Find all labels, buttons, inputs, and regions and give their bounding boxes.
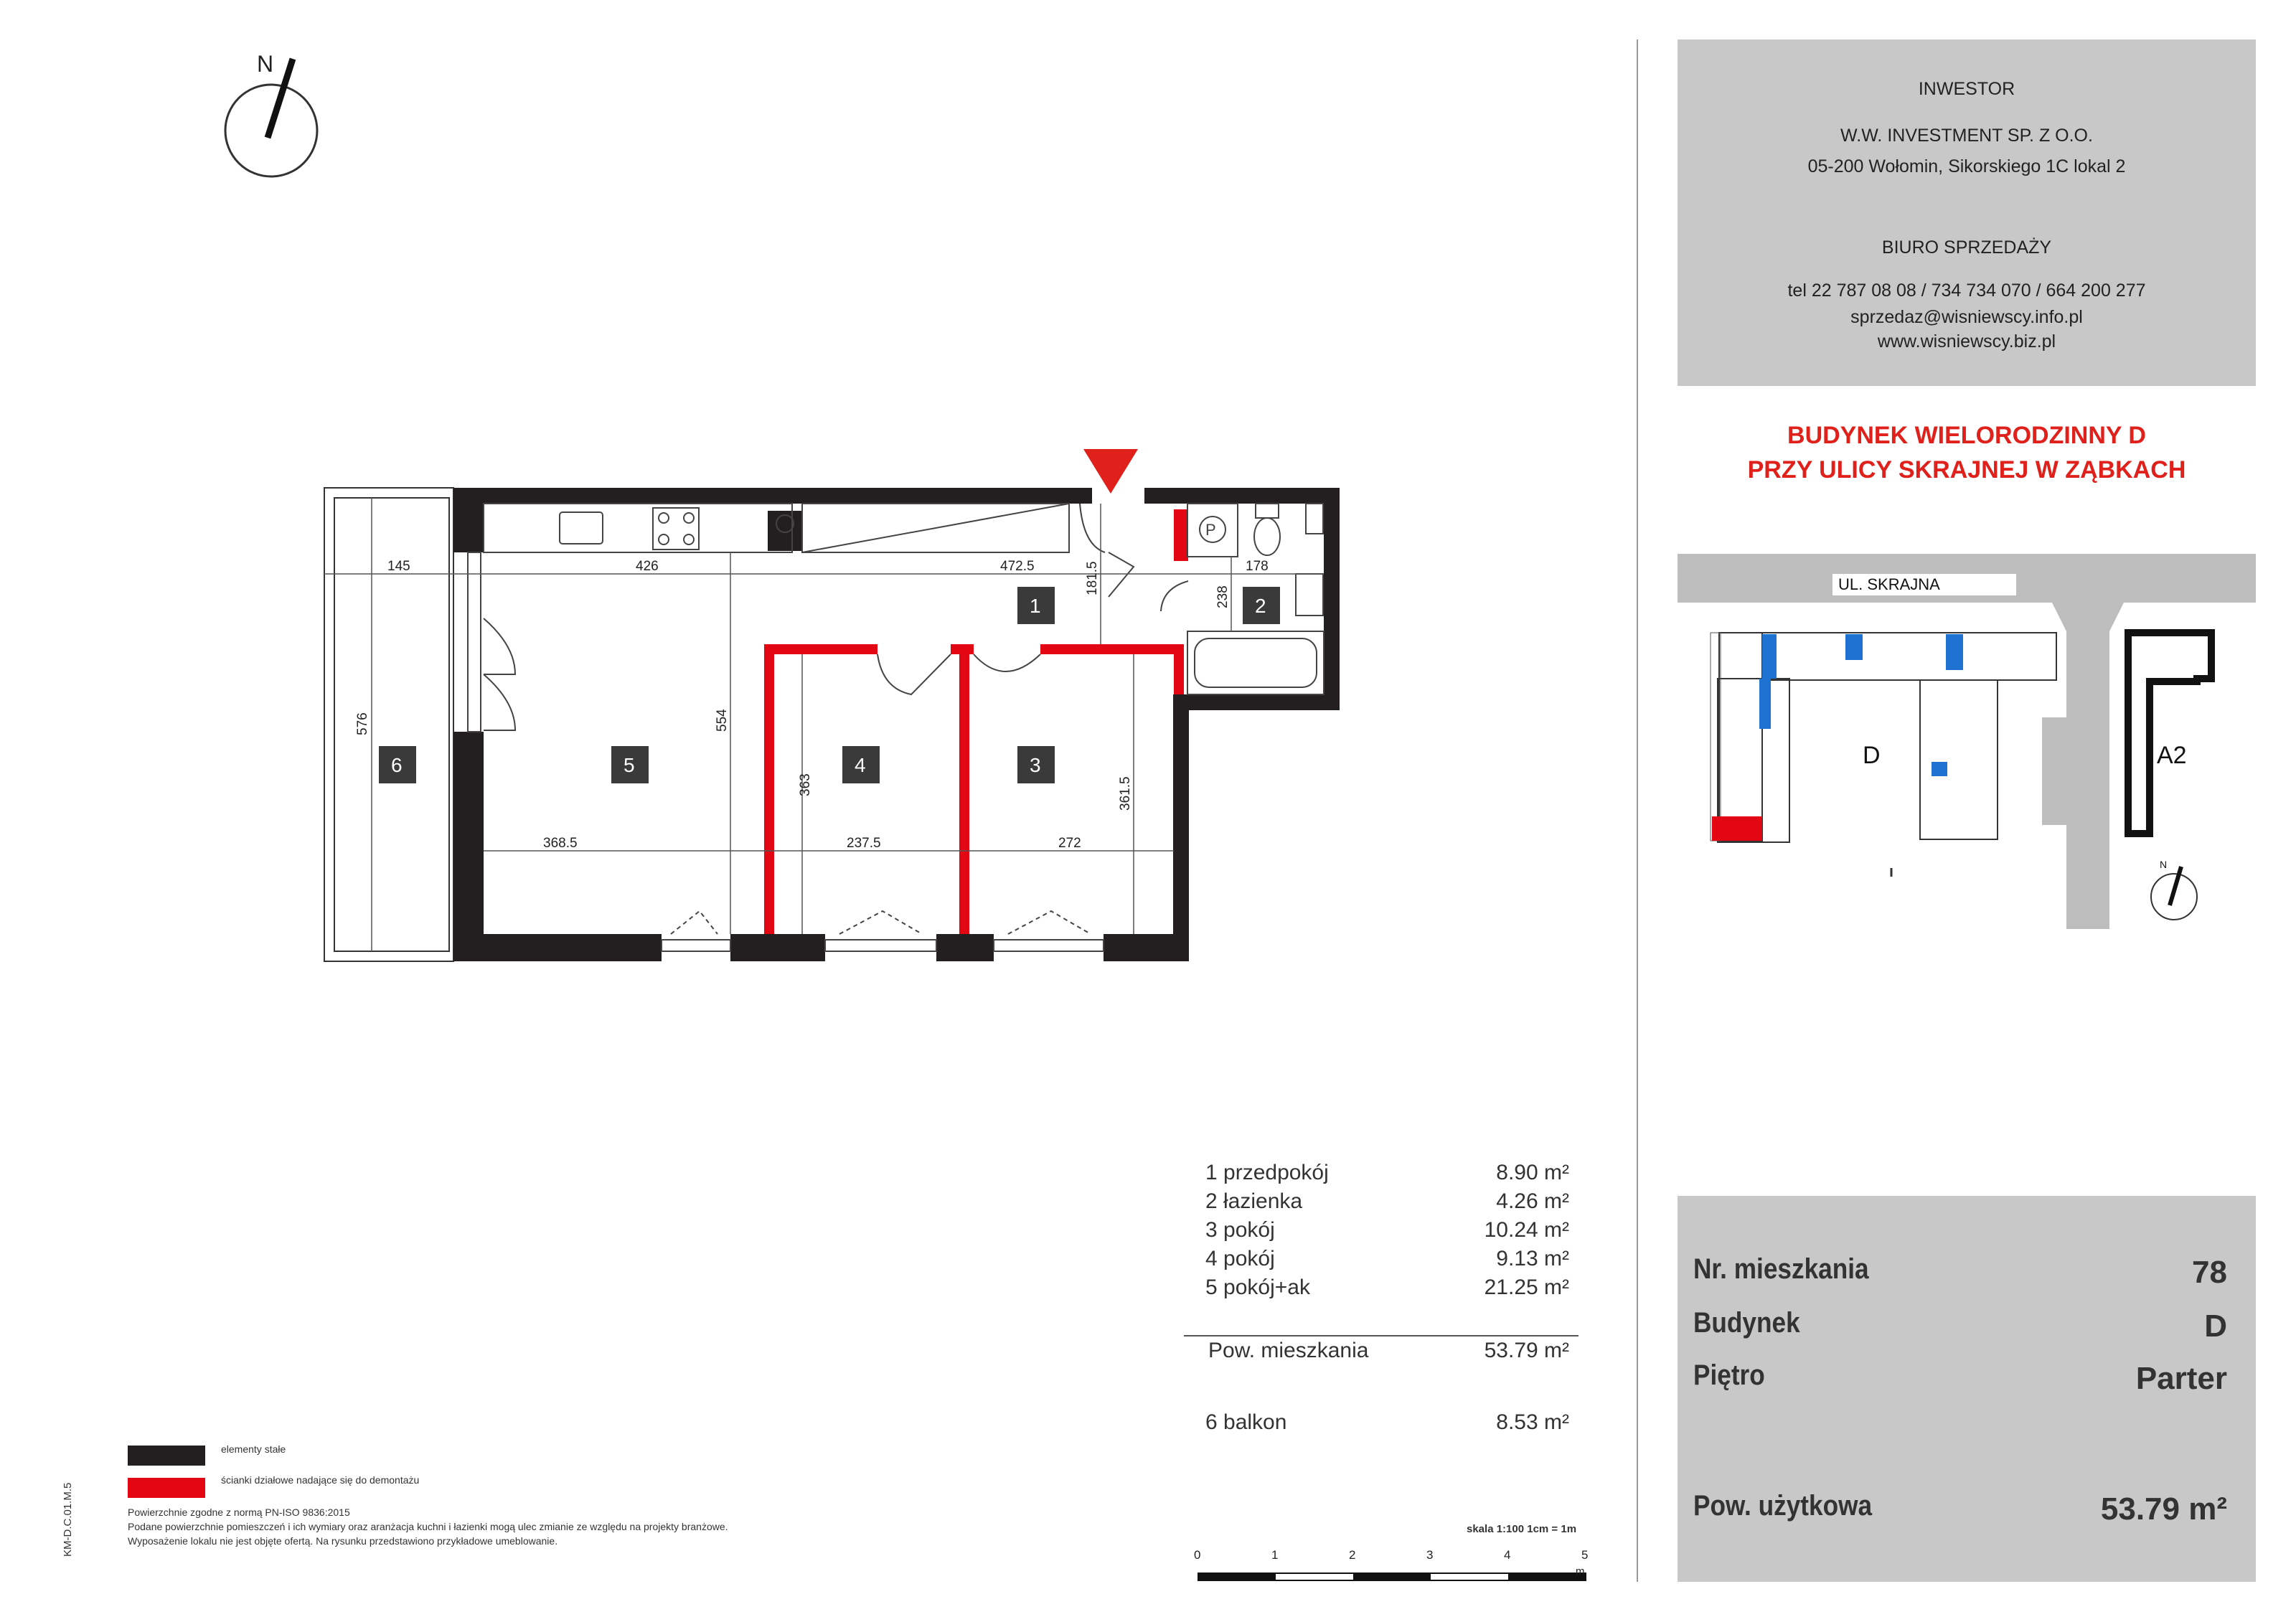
exterior-walls — [453, 488, 1340, 961]
room-tag-3: 3 — [1030, 754, 1041, 776]
room-tag-4: 4 — [855, 754, 866, 776]
room-2-area: 4.26 m² — [1496, 1189, 1569, 1213]
building-title-line2: PRZY ULICY SKRAJNEJ W ZĄBKACH — [1747, 456, 2186, 484]
investor-heading: INWESTOR — [1918, 79, 2015, 99]
scale-unit: m — [1576, 1565, 1585, 1578]
building-value: D — [2204, 1309, 2227, 1344]
investor-panel — [1678, 39, 2256, 386]
entrance-marker-icon — [1083, 449, 1138, 494]
sales-phone: tel 22 787 08 08 / 734 734 070 / 664 200 277 — [1787, 280, 2146, 301]
room-tag-2: 2 — [1255, 595, 1266, 617]
legend-fixed-swatch — [128, 1446, 205, 1466]
sales-email[interactable]: sprzedaz@wisniewscy.info.pl — [1850, 307, 2083, 327]
summary-panel — [1678, 1196, 2256, 1582]
site-street-label: UL. SKRAJNA — [1838, 575, 1940, 593]
legend-fixed-label: elementy stałe — [221, 1443, 286, 1455]
balcony-name: 6 balkon — [1205, 1410, 1287, 1434]
room-tag-6: 6 — [391, 754, 403, 776]
room-3-name: 3 pokój — [1205, 1218, 1275, 1242]
building-title-line1: BUDYNEK WIELORODZINNY D — [1787, 422, 2146, 449]
room-4-name: 4 pokój — [1205, 1247, 1275, 1270]
dim-554: 554 — [715, 709, 730, 732]
scale-tick-4: 4 — [1504, 1548, 1511, 1562]
dim-576: 576 — [355, 712, 370, 735]
appliance-label: P — [1205, 521, 1216, 539]
site-building-label: D — [1863, 742, 1881, 769]
note-line-2: Podane powierzchnie pomieszczeń i ich wymiary oraz aranżacja kuchni i łazienki mogą ulec zmianie ze względu na projekty branżowe. — [128, 1521, 728, 1532]
north-label: N — [257, 51, 274, 77]
apartment-number-label: Nr. mieszkania — [1693, 1253, 1869, 1285]
scale-label: skala 1:100 1cm = 1m — [1467, 1523, 1577, 1535]
building-label: Budynek — [1693, 1307, 1800, 1339]
dim-237-5: 237.5 — [847, 836, 881, 851]
scale-bar — [1198, 1573, 1586, 1580]
balcony-area: 8.53 m² — [1496, 1410, 1569, 1434]
site-map — [1678, 554, 2256, 929]
room-2-name: 2 łazienka — [1205, 1189, 1303, 1213]
dim-181-5: 181.5 — [1085, 561, 1100, 595]
floor-label: Piętro — [1693, 1359, 1765, 1391]
sales-website[interactable]: www.wisniewscy.biz.pl — [1877, 331, 2056, 352]
dim-361-5: 361.5 — [1118, 776, 1133, 811]
dim-238: 238 — [1215, 585, 1231, 608]
dim-145: 145 — [387, 559, 410, 574]
scale-tick-2: 2 — [1349, 1548, 1356, 1562]
scale-tick-0: 0 — [1194, 1548, 1201, 1562]
usable-area-label: Pow. użytkowa — [1693, 1490, 1873, 1522]
demountable-walls — [764, 509, 1188, 934]
legend-removable-label: ścianki działowe nadające się do demontażu — [221, 1474, 420, 1486]
scale-tick-5: 5 — [1581, 1548, 1589, 1562]
room-5-area: 21.25 m² — [1484, 1276, 1569, 1299]
note-line-1: Powierzchnie zgodne z normą PN-ISO 9836:2015 — [128, 1507, 350, 1518]
room-1-name: 1 przedpokój — [1205, 1161, 1329, 1184]
scale-tick-1: 1 — [1271, 1548, 1279, 1562]
total-area-name: Pow. mieszkania — [1208, 1339, 1369, 1362]
dim-472-5: 472.5 — [1000, 559, 1035, 574]
usable-area-value: 53.79 m² — [2100, 1491, 2227, 1527]
floor-value: Parter — [2135, 1361, 2227, 1396]
room-5-name: 5 pokój+ak — [1205, 1276, 1310, 1299]
dim-272: 272 — [1058, 836, 1081, 851]
north-arrow-icon — [225, 51, 317, 176]
dim-426: 426 — [636, 559, 659, 574]
sales-heading: BIURO SPRZEDAŻY — [1881, 237, 2052, 258]
dim-363: 363 — [798, 773, 813, 796]
legend-removable-swatch — [128, 1478, 205, 1498]
investor-company: W.W. INVESTMENT SP. Z O.O. — [1840, 126, 2093, 146]
site-neighbor-label: A2 — [2157, 742, 2187, 769]
apartment-number-value: 78 — [2192, 1255, 2227, 1290]
document-code: KM-D.C.01.M.5 — [62, 1482, 74, 1557]
dim-178: 178 — [1246, 559, 1269, 574]
openings — [468, 504, 1188, 951]
room-1-area: 8.90 m² — [1496, 1161, 1569, 1184]
room-tag-1: 1 — [1030, 595, 1041, 617]
dim-368-5: 368.5 — [543, 836, 578, 851]
investor-address: 05-200 Wołomin, Sikorskiego 1C lokal 2 — [1807, 156, 2126, 176]
total-area-value: 53.79 m² — [1484, 1339, 1569, 1362]
room-tag-5: 5 — [624, 754, 635, 776]
room-4-area: 9.13 m² — [1496, 1247, 1569, 1270]
site-north-label: N — [2160, 859, 2168, 870]
scale-tick-3: 3 — [1426, 1548, 1434, 1562]
note-line-3: Wyposażenie lokalu nie jest objęte ofertą. Na rysunku przedstawiono przykładowe umeblowanie. — [128, 1535, 558, 1547]
room-3-area: 10.24 m² — [1484, 1218, 1569, 1242]
